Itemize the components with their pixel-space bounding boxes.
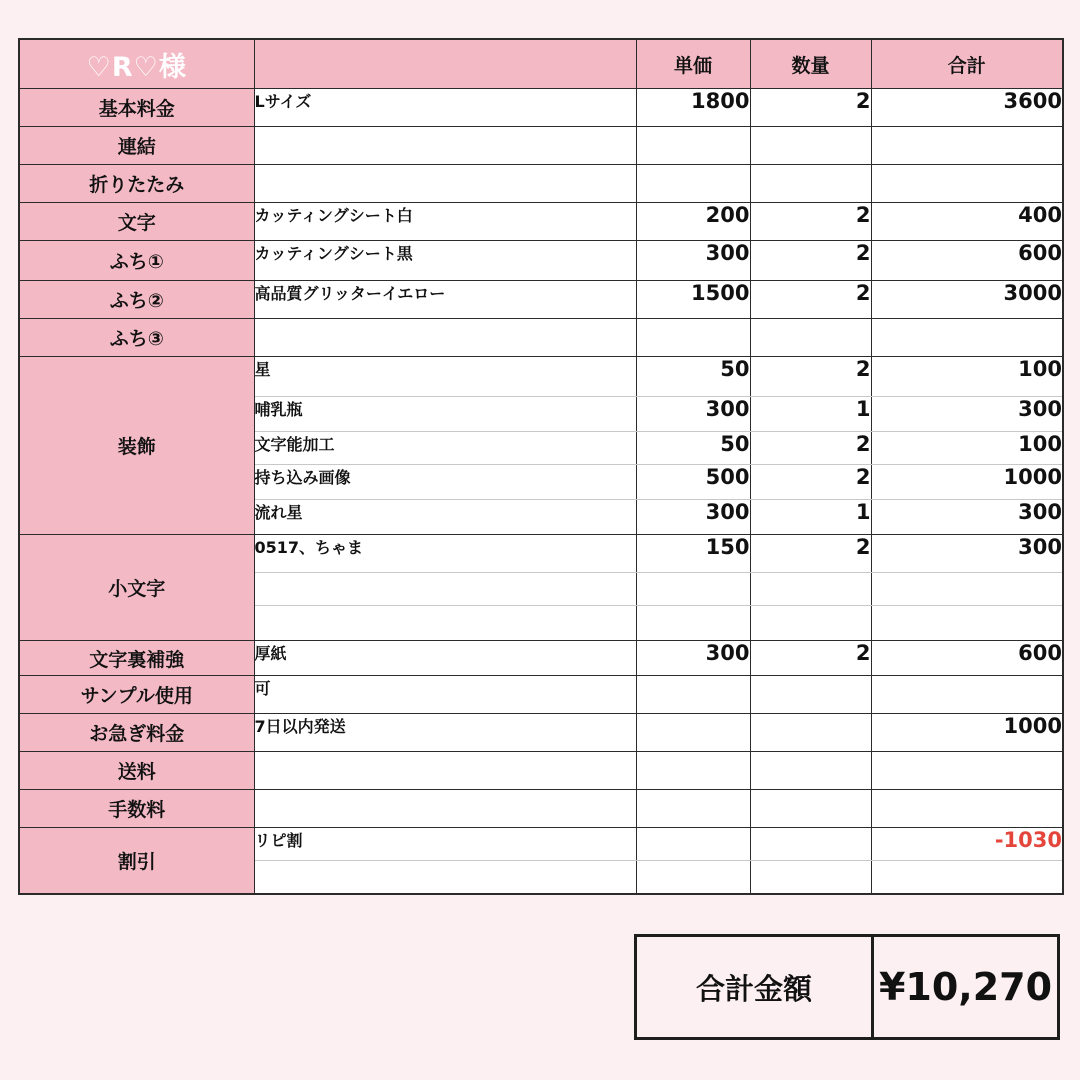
quantity-cell: 2 <box>750 535 871 573</box>
subtotal-cell <box>871 165 1063 203</box>
unit-price-cell <box>636 127 750 165</box>
quantity-cell <box>750 790 871 828</box>
unit-price-cell: 1500 <box>636 281 750 319</box>
header-item-blank <box>254 39 636 89</box>
category-label: 折りたたみ <box>19 165 254 203</box>
subtotal-cell: 3600 <box>871 89 1063 127</box>
subtotal-cell: 1000 <box>871 714 1063 752</box>
item-cell: 可 <box>254 676 636 714</box>
table-row-edge1 <box>19 241 1063 281</box>
item-cell <box>254 752 636 790</box>
category-label: お急ぎ料金 <box>19 714 254 752</box>
quantity-cell: 2 <box>750 241 871 281</box>
subtotal-cell: 3000 <box>871 281 1063 319</box>
table-row-edge2 <box>19 281 1063 319</box>
subtotal-cell <box>871 319 1063 357</box>
table-row-sample <box>19 676 1063 714</box>
category-label: 装飾 <box>19 357 254 535</box>
subtotal-cell: 600 <box>871 241 1063 281</box>
quantity-cell: 2 <box>750 203 871 241</box>
item-cell <box>254 606 636 641</box>
item-cell: 星 <box>254 357 636 397</box>
subtotal-cell: 100 <box>871 357 1063 397</box>
item-cell: 厚紙 <box>254 641 636 676</box>
header-subtotal: 合計 <box>871 39 1063 89</box>
table-row-text <box>19 203 1063 241</box>
unit-price-cell: 200 <box>636 203 750 241</box>
quantity-cell <box>750 828 871 861</box>
category-label: サンプル使用 <box>19 676 254 714</box>
header-unit-price: 単価 <box>636 39 750 89</box>
table-row-rush <box>19 714 1063 752</box>
unit-price-cell <box>636 606 750 641</box>
table-row-base <box>19 89 1063 127</box>
category-label: ふち① <box>19 241 254 281</box>
category-label: 手数料 <box>19 790 254 828</box>
table-row-reinforce <box>19 641 1063 676</box>
unit-price-cell <box>636 165 750 203</box>
item-cell: Lサイズ <box>254 89 636 127</box>
item-cell: 哺乳瓶 <box>254 397 636 432</box>
category-label: 割引 <box>19 828 254 895</box>
header-quantity: 数量 <box>750 39 871 89</box>
quantity-cell: 2 <box>750 432 871 465</box>
quantity-cell <box>750 606 871 641</box>
table-row-decor <box>19 357 1063 397</box>
item-cell: カッティングシート白 <box>254 203 636 241</box>
unit-price-cell <box>636 319 750 357</box>
quantity-cell: 1 <box>750 500 871 535</box>
total-label: 合計金額 <box>637 937 874 1037</box>
unit-price-cell <box>636 573 750 606</box>
table-row-edge3 <box>19 319 1063 357</box>
item-cell <box>254 861 636 895</box>
quantity-cell <box>750 861 871 895</box>
subtotal-cell <box>871 861 1063 895</box>
quantity-cell: 2 <box>750 641 871 676</box>
quantity-cell <box>750 319 871 357</box>
unit-price-cell: 1800 <box>636 89 750 127</box>
category-label: 小文字 <box>19 535 254 641</box>
quantity-cell <box>750 676 871 714</box>
subtotal-cell: 100 <box>871 432 1063 465</box>
category-label: 文字 <box>19 203 254 241</box>
item-cell: 持ち込み画像 <box>254 465 636 500</box>
table-row-shipping <box>19 752 1063 790</box>
unit-price-cell: 50 <box>636 357 750 397</box>
quantity-cell: 2 <box>750 465 871 500</box>
unit-price-cell: 150 <box>636 535 750 573</box>
quantity-cell <box>750 127 871 165</box>
quantity-cell <box>750 573 871 606</box>
subtotal-cell <box>871 752 1063 790</box>
category-label: 連結 <box>19 127 254 165</box>
subtotal-cell: 400 <box>871 203 1063 241</box>
unit-price-cell <box>636 861 750 895</box>
item-cell: 7日以内発送 <box>254 714 636 752</box>
total-amount: ¥10,270 <box>878 965 1053 1009</box>
unit-price-cell <box>636 752 750 790</box>
quantity-cell <box>750 752 871 790</box>
item-cell: 高品質グリッターイエロー <box>254 281 636 319</box>
unit-price-cell: 300 <box>636 241 750 281</box>
subtotal-cell: 300 <box>871 397 1063 432</box>
item-cell <box>254 573 636 606</box>
customer-name: ♡R♡様 <box>19 39 254 89</box>
unit-price-cell: 50 <box>636 432 750 465</box>
category-label: 送料 <box>19 752 254 790</box>
estimate-table <box>18 38 1064 895</box>
table-row-small-text <box>19 535 1063 573</box>
subtotal-cell <box>871 573 1063 606</box>
unit-price-cell: 300 <box>636 641 750 676</box>
table-row-fold <box>19 165 1063 203</box>
item-cell <box>254 319 636 357</box>
item-cell <box>254 127 636 165</box>
unit-price-cell: 300 <box>636 500 750 535</box>
item-cell <box>254 165 636 203</box>
category-label: ふち③ <box>19 319 254 357</box>
unit-price-cell <box>636 828 750 861</box>
subtotal-cell <box>871 606 1063 641</box>
subtotal-cell: 1000 <box>871 465 1063 500</box>
total-box <box>634 934 1060 1040</box>
category-label: 文字裏補強 <box>19 641 254 676</box>
discount-amount: -1030 <box>871 828 1063 861</box>
subtotal-cell: 300 <box>871 535 1063 573</box>
item-cell: 文字能加工 <box>254 432 636 465</box>
quantity-cell: 1 <box>750 397 871 432</box>
subtotal-cell <box>871 127 1063 165</box>
quantity-cell <box>750 165 871 203</box>
quantity-cell: 2 <box>750 357 871 397</box>
table-row-fee <box>19 790 1063 828</box>
category-label: 基本料金 <box>19 89 254 127</box>
item-cell: 流れ星 <box>254 500 636 535</box>
quantity-cell <box>750 714 871 752</box>
unit-price-cell <box>636 790 750 828</box>
unit-price-cell: 500 <box>636 465 750 500</box>
table-row-link <box>19 127 1063 165</box>
item-cell <box>254 790 636 828</box>
unit-price-cell <box>636 676 750 714</box>
unit-price-cell <box>636 714 750 752</box>
category-label: ふち② <box>19 281 254 319</box>
unit-price-cell: 300 <box>636 397 750 432</box>
item-cell: リピ割 <box>254 828 636 861</box>
subtotal-cell: 600 <box>871 641 1063 676</box>
subtotal-cell <box>871 790 1063 828</box>
subtotal-cell: 300 <box>871 500 1063 535</box>
quantity-cell: 2 <box>750 281 871 319</box>
table-row-discount <box>19 828 1063 861</box>
subtotal-cell <box>871 676 1063 714</box>
quantity-cell: 2 <box>750 89 871 127</box>
item-cell: カッティングシート黒 <box>254 241 636 281</box>
item-cell: 0517、ちゃま <box>254 535 636 573</box>
